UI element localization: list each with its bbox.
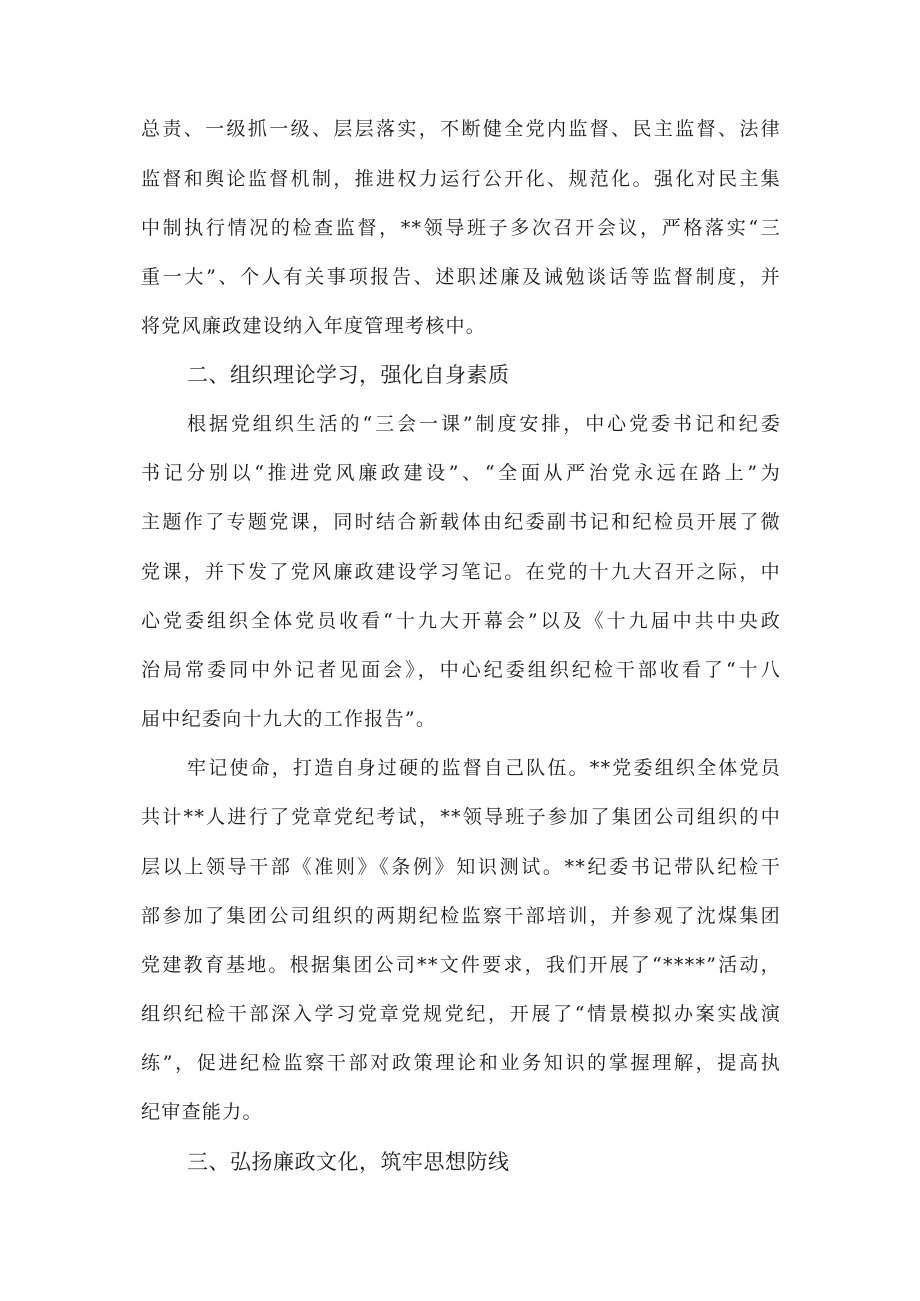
section-heading: 三、弘扬廉政文化，筑牢思想防线 <box>187 1150 510 1174</box>
section-heading: 二、组织理论学习，强化自身素质 <box>187 363 510 387</box>
paragraph-line: 层以上领导干部《准则》《条例》知识测试。**纪委书记带队纪检干 <box>141 856 781 878</box>
paragraph-line: 练”，促进纪检监察干部对政策理论和业务知识的掌握理解，提高执 <box>141 1052 781 1074</box>
paragraph-line: 监督和舆论监督机制，推进权力运行公开化、规范化。强化对民主集 <box>141 168 781 190</box>
paragraph-line: 总责、一级抓一级、层层落实，不断健全党内监督、民主监督、法律 <box>141 118 781 140</box>
paragraph-line: 书记分别以“推进党风廉政建设”、“全面从严治党永远在路上”为 <box>141 462 781 484</box>
paragraph-line: 党课，并下发了党风廉政建设学习笔记。在党的十九大召开之际，中 <box>141 561 781 583</box>
paragraph-line: 中制执行情况的检查监督，**领导班子多次召开会议，严格落实“三 <box>141 217 781 239</box>
paragraph-line: 心党委组织全体党员收看“十九大开幕会”以及《十九届中共中央政 <box>141 610 781 632</box>
paragraph-line: 纪审查能力。 <box>141 1101 263 1123</box>
paragraph-line: 牢记使命，打造自身过硬的监督自己队伍。**党委组织全体党员 <box>187 757 781 779</box>
paragraph-line: 党建教育基地。根据集团公司**文件要求，我们开展了“****”活动， <box>141 954 781 976</box>
paragraph-line: 组织纪检干部深入学习党章党规党纪，开展了“情景模拟办案实战演 <box>141 1003 781 1025</box>
paragraph-line: 届中纪委向十九大的工作报告”。 <box>141 708 437 730</box>
paragraph-line: 部参加了集团公司组织的两期纪检监察干部培训，并参观了沈煤集团 <box>141 905 781 927</box>
paragraph-line: 治局常委同中外记者见面会》，中心纪委组织纪检干部收看了“十八 <box>141 659 781 681</box>
paragraph-line: 共计**人进行了党章党纪考试，**领导班子参加了集团公司组织的中 <box>141 806 781 828</box>
paragraph-line: 重一大”、个人有关事项报告、述职述廉及诫勉谈话等监督制度，并 <box>141 266 781 288</box>
paragraph-line: 将党风廉政建设纳入年度管理考核中。 <box>141 315 487 337</box>
paragraph-line: 根据党组织生活的“三会一课”制度安排，中心党委书记和纪委 <box>187 413 781 435</box>
paragraph-line: 主题作了专题党课，同时结合新载体由纪委副书记和纪检员开展了微 <box>141 511 781 533</box>
